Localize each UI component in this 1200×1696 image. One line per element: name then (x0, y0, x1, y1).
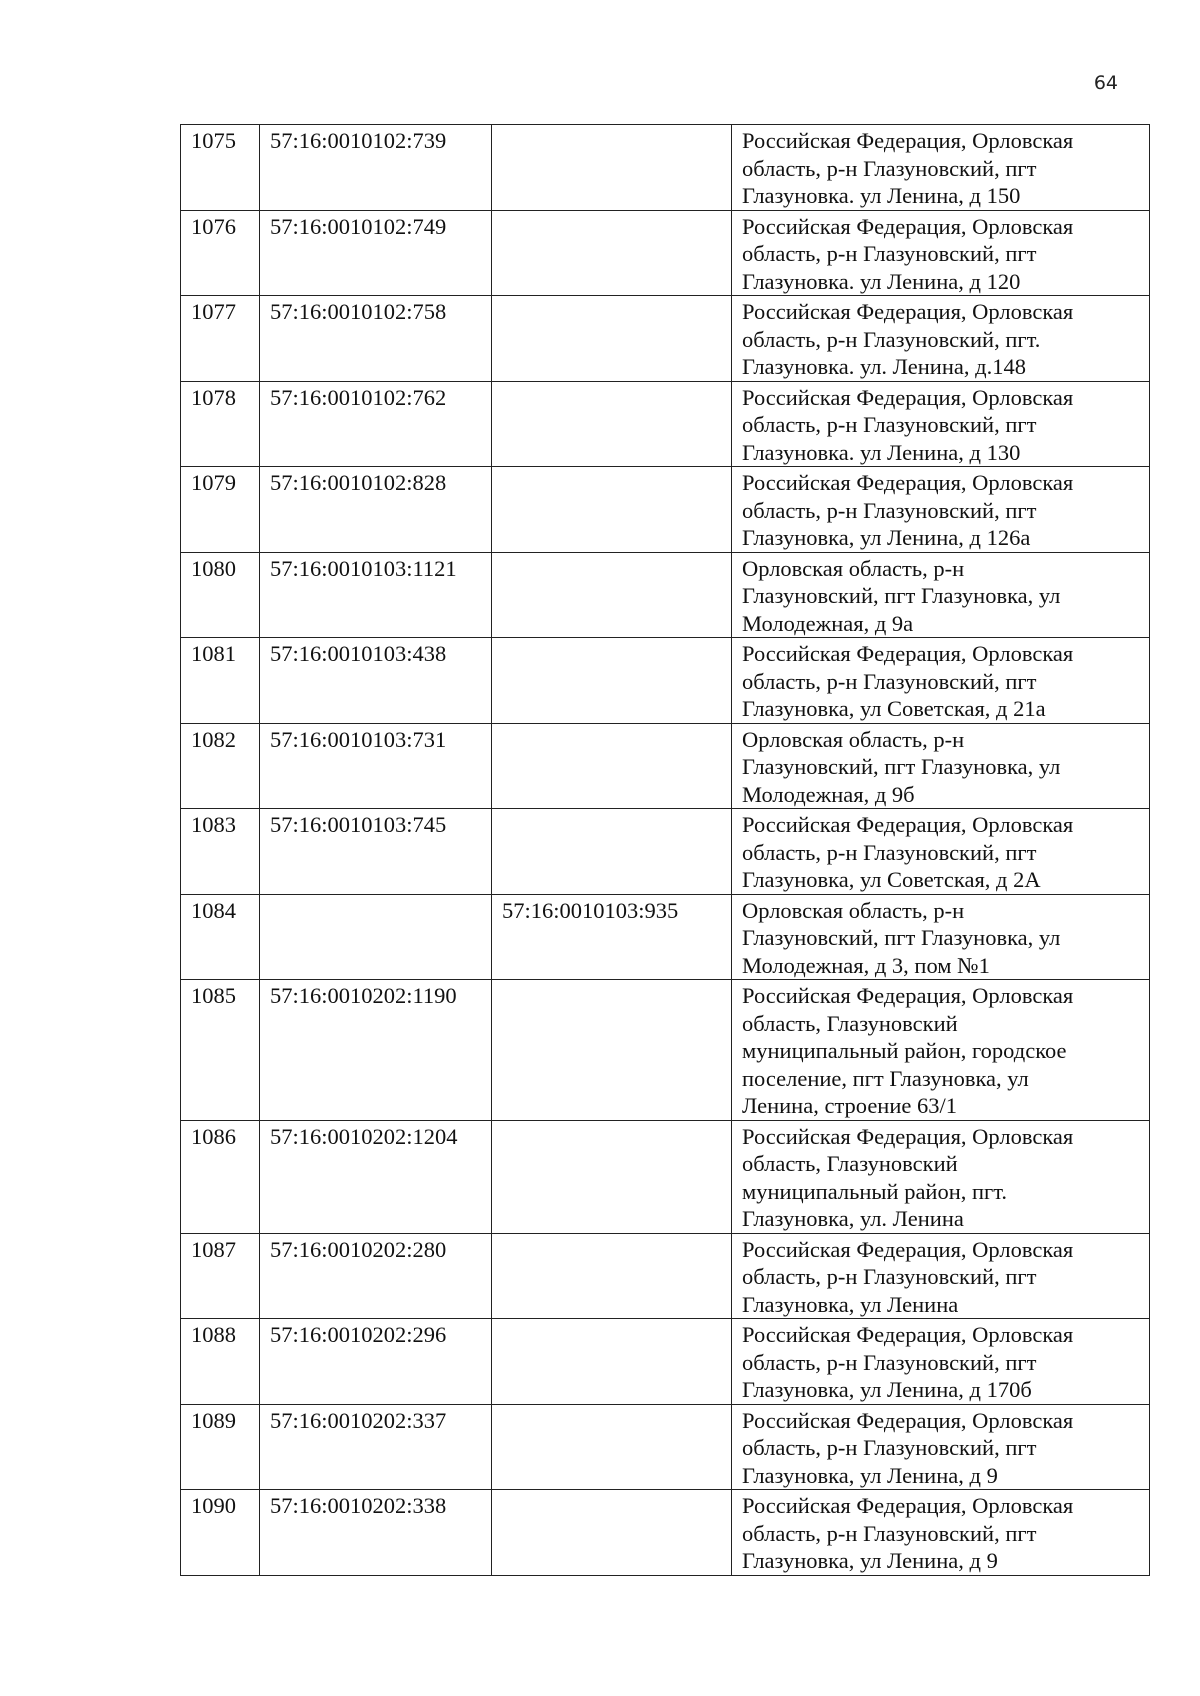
parent-cadastral-number-cell (492, 1233, 732, 1319)
row-number-cell: 1084 (181, 894, 260, 980)
parent-cadastral-number-cell (492, 809, 732, 895)
row-number-cell: 1083 (181, 809, 260, 895)
address-cell: Российская Федерация, Орловская область, р-н Глазуновский, пгт Глазуновка. ул Ленина, д 120 (732, 210, 1150, 296)
row-number-cell: 1081 (181, 638, 260, 724)
cadastral-number-cell: 57:16:0010103:1121 (260, 552, 492, 638)
table-row (181, 467, 1150, 553)
parent-cadastral-number-cell (492, 552, 732, 638)
cadastral-number-cell: 57:16:0010202:296 (260, 1319, 492, 1405)
row-number-cell: 1090 (181, 1490, 260, 1576)
address-cell: Российская Федерация, Орловская область, р-н Глазуновский, пгт Глазуновка, ул Ленина (732, 1233, 1150, 1319)
address-cell: Российская Федерация, Орловская область, р-н Глазуновский, пгт Глазуновка, ул Ленина, д 170б (732, 1319, 1150, 1405)
cadastral-number-cell: 57:16:0010202:1204 (260, 1120, 492, 1233)
table-row (181, 980, 1150, 1121)
parent-cadastral-number-cell (492, 296, 732, 382)
address-cell: Орловская область, р-н Глазуновский, пгт Глазуновка, ул Молодежная, д 9б (732, 723, 1150, 809)
table-row (181, 210, 1150, 296)
row-number-cell: 1089 (181, 1404, 260, 1490)
parent-cadastral-number-cell (492, 1490, 732, 1576)
table-row (181, 125, 1150, 211)
row-number-cell: 1087 (181, 1233, 260, 1319)
parent-cadastral-number-cell (492, 381, 732, 467)
table-row (181, 638, 1150, 724)
row-number-cell: 1080 (181, 552, 260, 638)
address-cell: Российская Федерация, Орловская область, р-н Глазуновский, пгт Глазуновка, ул Ленина, д 9 (732, 1404, 1150, 1490)
row-number-cell: 1085 (181, 980, 260, 1121)
parent-cadastral-number-cell (492, 210, 732, 296)
registry-table (180, 124, 1150, 1576)
cadastral-number-cell (260, 894, 492, 980)
parent-cadastral-number-cell (492, 638, 732, 724)
table-row (181, 552, 1150, 638)
address-cell: Российская Федерация, Орловская область, р-н Глазуновский, пгт Глазуновка, ул Советская, д 2А (732, 809, 1150, 895)
row-number-cell: 1075 (181, 125, 260, 211)
table-row (181, 1233, 1150, 1319)
parent-cadastral-number-cell (492, 1404, 732, 1490)
cadastral-number-cell: 57:16:0010102:762 (260, 381, 492, 467)
cadastral-number-cell: 57:16:0010103:731 (260, 723, 492, 809)
parent-cadastral-number-cell (492, 1319, 732, 1405)
parent-cadastral-number-cell (492, 980, 732, 1121)
parent-cadastral-number-cell (492, 723, 732, 809)
parent-cadastral-number-cell (492, 125, 732, 211)
cadastral-number-cell: 57:16:0010102:739 (260, 125, 492, 211)
page-number: 64 (1093, 72, 1118, 94)
cadastral-number-cell: 57:16:0010202:280 (260, 1233, 492, 1319)
row-number-cell: 1078 (181, 381, 260, 467)
parent-cadastral-number-cell (492, 1120, 732, 1233)
address-cell: Российская Федерация, Орловская область, Глазуновский муниципальный район, пгт. Глазуновка, ул. Ленина (732, 1120, 1150, 1233)
registry-table-body (181, 125, 1150, 1576)
address-cell: Российская Федерация, Орловская область, Глазуновский муниципальный район, городское поселение, пгт Глазуновка, ул Ленина, строение 63/1 (732, 980, 1150, 1121)
parent-cadastral-number-cell: 57:16:0010103:935 (492, 894, 732, 980)
table-row (181, 1490, 1150, 1576)
cadastral-number-cell: 57:16:0010102:758 (260, 296, 492, 382)
table-row (181, 1404, 1150, 1490)
row-number-cell: 1082 (181, 723, 260, 809)
row-number-cell: 1079 (181, 467, 260, 553)
address-cell: Российская Федерация, Орловская область, р-н Глазуновский, пгт Глазуновка. ул Ленина, д 150 (732, 125, 1150, 211)
cadastral-number-cell: 57:16:0010202:338 (260, 1490, 492, 1576)
cadastral-number-cell: 57:16:0010202:1190 (260, 980, 492, 1121)
parent-cadastral-number-cell (492, 467, 732, 553)
address-cell: Российская Федерация, Орловская область, р-н Глазуновский, пгт Глазуновка. ул Ленина, д 130 (732, 381, 1150, 467)
table-row (181, 381, 1150, 467)
table-row (181, 894, 1150, 980)
table-row (181, 1120, 1150, 1233)
cadastral-number-cell: 57:16:0010103:745 (260, 809, 492, 895)
row-number-cell: 1076 (181, 210, 260, 296)
address-cell: Российская Федерация, Орловская область, р-н Глазуновский, пгт Глазуновка, ул Ленина, д 126а (732, 467, 1150, 553)
table-row (181, 296, 1150, 382)
row-number-cell: 1088 (181, 1319, 260, 1405)
row-number-cell: 1077 (181, 296, 260, 382)
cadastral-number-cell: 57:16:0010202:337 (260, 1404, 492, 1490)
cadastral-number-cell: 57:16:0010102:749 (260, 210, 492, 296)
cadastral-number-cell: 57:16:0010102:828 (260, 467, 492, 553)
address-cell: Российская Федерация, Орловская область, р-н Глазуновский, пгт. Глазуновка. ул. Ленина, д.148 (732, 296, 1150, 382)
table-row (181, 809, 1150, 895)
table-row (181, 723, 1150, 809)
address-cell: Орловская область, р-н Глазуновский, пгт Глазуновка, ул Молодежная, д 3, пом №1 (732, 894, 1150, 980)
address-cell: Российская Федерация, Орловская область, р-н Глазуновский, пгт Глазуновка, ул Ленина, д 9 (732, 1490, 1150, 1576)
address-cell: Российская Федерация, Орловская область, р-н Глазуновский, пгт Глазуновка, ул Советская, д 21а (732, 638, 1150, 724)
cadastral-number-cell: 57:16:0010103:438 (260, 638, 492, 724)
table-row (181, 1319, 1150, 1405)
row-number-cell: 1086 (181, 1120, 260, 1233)
address-cell: Орловская область, р-н Глазуновский, пгт Глазуновка, ул Молодежная, д 9а (732, 552, 1150, 638)
